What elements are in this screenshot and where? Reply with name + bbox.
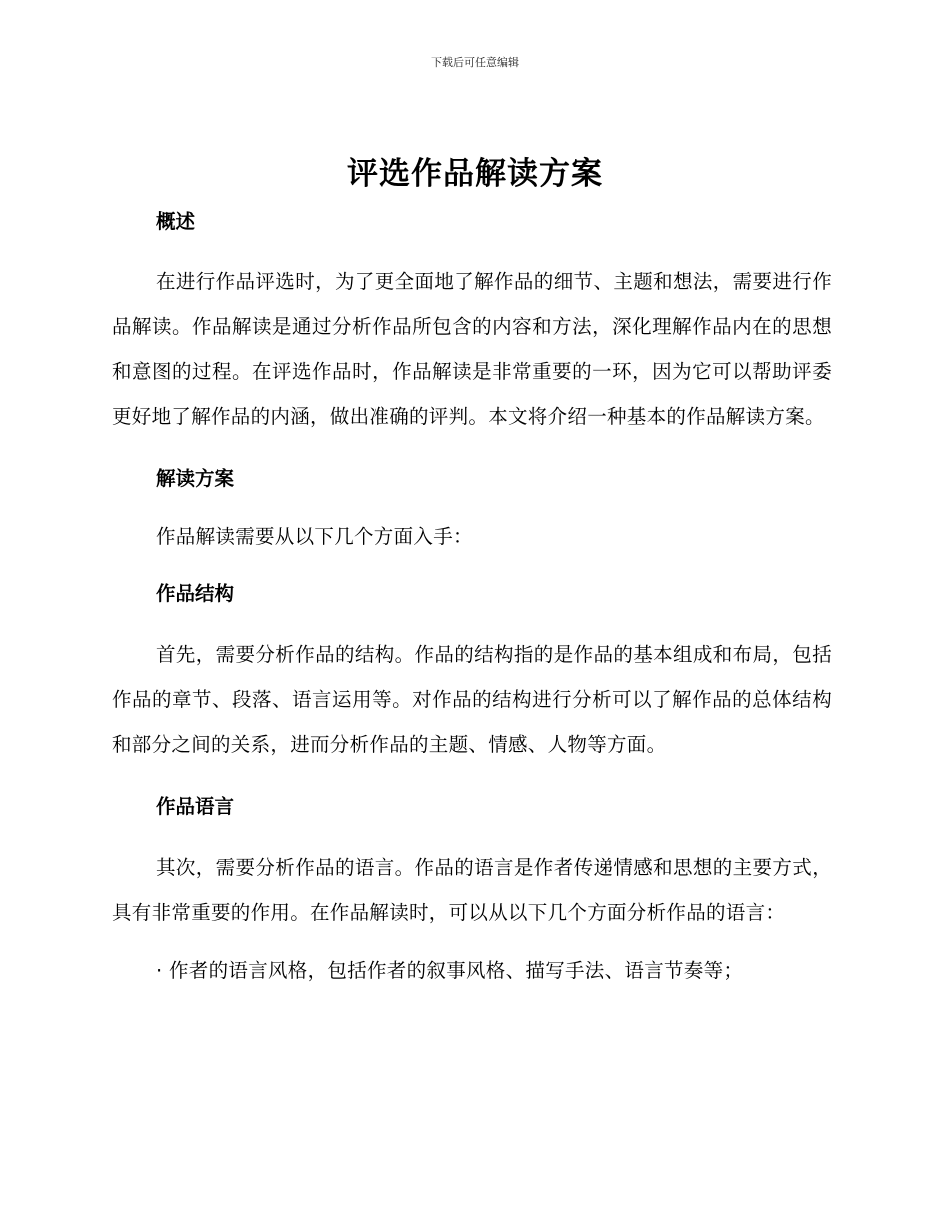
paragraph-plan: 作品解读需要从以下几个方面入手： [156, 525, 473, 548]
document-body [112, 204, 832, 993]
list-item: · 作者的语言风格，包括作者的叙事风格、描写手法、语言节奏等； [156, 959, 744, 982]
section-heading-plan: 解读方案 [156, 467, 235, 490]
paragraph-overview: 在进行作品评选时，为了更全面地了解作品的细节、主题和想法，需要进行作品解读。作品解读是通过分析作品所包含的内容和方法，深化理解作品内在的思想和意图的过程。在评选作品时，作品解读是非常重要的一环，因为它可以帮助评委更好地了解作品的内涵，做出准确的评判。本文将介绍一种基本的作品解读方案。 [112, 270, 832, 428]
document-title: 评选作品解读方案 [347, 156, 603, 192]
section-heading-language: 作品语言 [156, 795, 235, 818]
section-heading-overview: 概述 [156, 210, 196, 233]
paragraph-structure: 首先，需要分析作品的结构。作品的结构指的是作品的基本组成和布局，包括作品的章节、段落、语言运用等。对作品的结构进行分析可以了解作品的总体结构和部分之间的关系，进而分析作品的主题、情感、人物等方面。 [112, 643, 832, 756]
section-heading-structure: 作品结构 [156, 582, 235, 605]
header-note: 下载后可任意编辑 [431, 56, 519, 69]
paragraph-language: 其次，需要分析作品的语言。作品的语言是作者传递情感和思想的主要方式，具有非常重要的作用。在作品解读时，可以从以下几个方面分析作品的语言： [112, 856, 832, 924]
